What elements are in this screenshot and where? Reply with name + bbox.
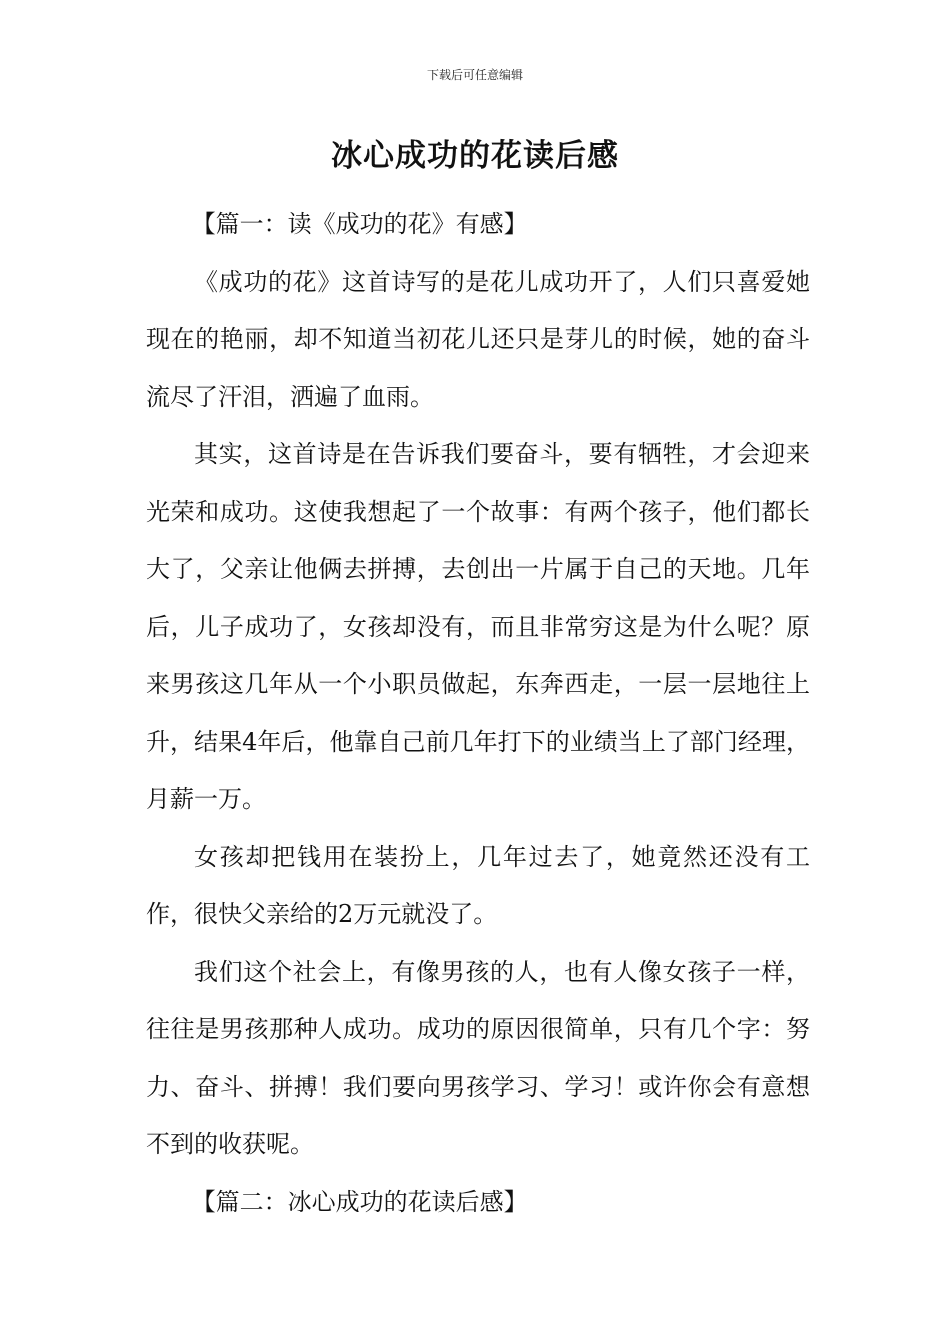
document-title: 冰心成功的花读后感: [331, 138, 619, 174]
paragraph-3: 女孩却把钱用在装扮上，几年过去了，她竟然还没有工作，很快父亲给的2万元就没了。: [146, 842, 810, 928]
paragraph-4: 我们这个社会上，有像男孩的人，也有人像女孩子一样，往往是男孩那种人成功。成功的原因很简单，只有几个字：努力、奋斗、拼搏！我们要向男孩学习、学习！或许你会有意想不到的收获呢。: [146, 957, 810, 1158]
paragraph-1: 《成功的花》这首诗写的是花儿成功开了，人们只喜爱她现在的艳丽，却不知道当初花儿还只是芽儿的时候，她的奋斗流尽了汗泪，洒遍了血雨。: [146, 267, 810, 411]
document-body: [146, 196, 810, 1231]
section-heading-1: 【篇一：读《成功的花》有感】: [191, 210, 528, 238]
header-note: 下载后可任意编辑: [426, 68, 523, 82]
paragraph-2: 其实，这首诗是在告诉我们要奋斗，要有牺牲，才会迎来光荣和成功。这使我想起了一个故事：有两个孩子，他们都长大了，父亲让他俩去拼搏，去创出一片属于自己的天地。几年后，儿子成功了，女孩却没有，而且非常穷这是为什么呢？原来男孩这几年从一个小职员做起，东奔西走，一层一层地往上升，结果4年后，他靠自己前几年打下的业绩当上了部门经理，月薪一万。: [146, 440, 810, 813]
section-heading-2: 【篇二：冰心成功的花读后感】: [191, 1187, 528, 1216]
